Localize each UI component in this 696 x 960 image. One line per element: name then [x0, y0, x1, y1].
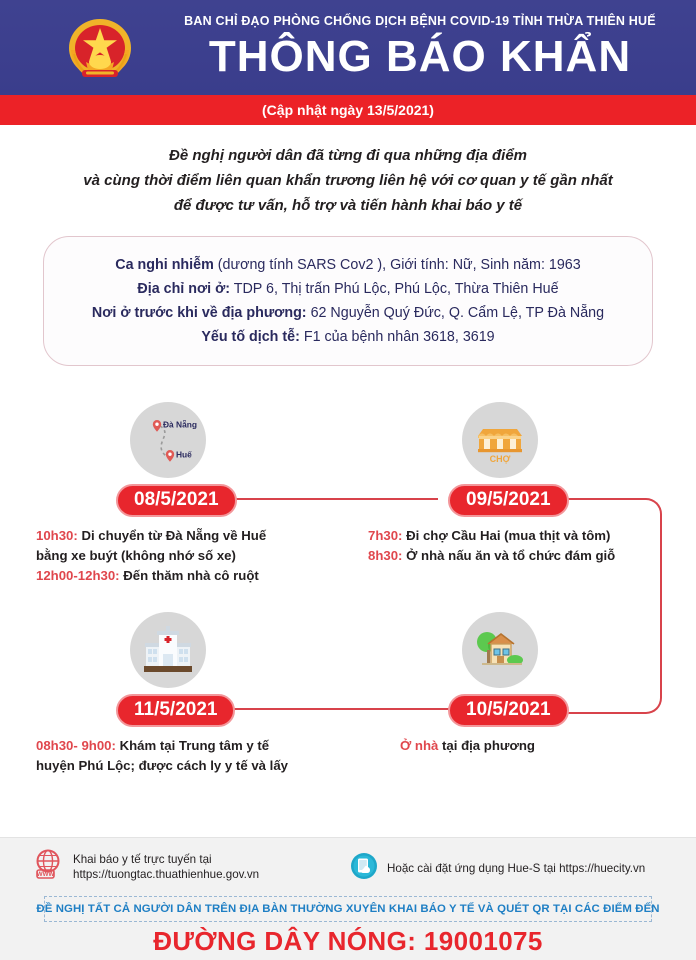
entry-time: 12h00-12h30: [36, 568, 120, 583]
entry-time: Ở nhà [400, 738, 439, 753]
svg-text:WWW: WWW [36, 871, 55, 879]
entry-text: bằng xe buýt (không nhớ số xe) [36, 548, 236, 563]
timeline-entry [36, 526, 356, 546]
date-badge-10-5-2021: 10/5/2021 [448, 694, 569, 727]
hue-s-app-link[interactable] [350, 852, 645, 885]
timeline-entries-09-5-2021 [368, 526, 688, 566]
health-declaration-text [73, 852, 259, 882]
map-route-icon [130, 402, 206, 478]
market-icon [462, 402, 538, 478]
timeline-entry [36, 756, 356, 776]
timeline-connector-top [228, 498, 438, 500]
case-info-line-1 [62, 253, 634, 277]
declaration-line-1: Khai báo y tế trực tuyến tại [73, 852, 212, 866]
case-info-value-3: 62 Nguyễn Quý Đức, Q. Cẩm Lệ, TP Đà Nẵng [310, 305, 605, 321]
footer [0, 837, 696, 960]
timeline-entry [368, 526, 688, 546]
timeline-entries-10-5-2021 [400, 736, 696, 756]
svg-text:Đà Nẵng: Đà Nẵng [163, 419, 197, 430]
case-info-value-1: (dương tính SARS Cov2 ), Giới tính: Nữ, Sinh năm: 1963 [217, 257, 581, 273]
intro-line-3: để được tư vấn, hỗ trợ và tiến hành khai báo y tế [173, 197, 523, 214]
case-info-card [43, 236, 653, 366]
entry-time: 10h30: [36, 528, 78, 543]
case-info-label-2: Địa chỉ nơi ở: [137, 281, 231, 297]
entry-text: Đến thăm nhà cô ruột [119, 568, 259, 583]
entry-text: Khám tại Trung tâm y tế [115, 738, 270, 753]
timeline-connector-bottom [228, 708, 456, 710]
timeline-entry [368, 546, 688, 566]
date-badge-08-5-2021: 08/5/2021 [116, 484, 237, 517]
timeline-entry [36, 566, 356, 586]
declaration-line-2: https://tuongtac.thuathienhue.gov.vn [73, 867, 260, 881]
hospital-icon [130, 612, 206, 688]
svg-text:Huế: Huế [176, 449, 192, 460]
update-date-bar [0, 95, 696, 125]
entry-text: huyện Phú Lộc; được cách ly y tế và lấy [36, 758, 288, 773]
timeline-entry [36, 546, 356, 566]
timeline-entries-11-5-2021 [36, 736, 356, 776]
intro-text [0, 143, 696, 218]
case-info-line-2 [62, 277, 634, 301]
timeline-entry [36, 736, 356, 756]
case-info-label-3: Nơi ở trước khi về địa phương: [91, 305, 307, 321]
entry-text: tại địa phương [438, 738, 535, 753]
mobile-app-icon [350, 852, 378, 885]
entry-text: Đi chợ Cầu Hai (mua thịt và tôm) [402, 528, 611, 543]
date-badge-09-5-2021: 09/5/2021 [448, 484, 569, 517]
intro-line-1: Đề nghị người dân đã từng đi qua những địa điểm [168, 147, 527, 164]
entry-time: 8h30: [368, 548, 403, 563]
case-info-value-4: F1 của bệnh nhân 3618, 3619 [303, 329, 495, 345]
qr-declaration-text: ĐỀ NGHỊ TẤT CẢ NGƯỜI DÂN TRÊN ĐỊA BÀN THƯỜNG XUYÊN KHAI BÁO Y TẾ VÀ QUÉT QR TẠI CÁC ĐIỂM ĐẾN [36, 903, 660, 915]
svg-text:CHỢ: CHỢ [489, 454, 511, 464]
organization-line: BAN CHỈ ĐẠO PHÒNG CHỐNG DỊCH BỆNH COVID-19 TỈNH THỪA THIÊN HUẾ [184, 14, 656, 28]
date-badge-11-5-2021: 11/5/2021 [116, 694, 235, 727]
footer-links-row [0, 838, 696, 890]
timeline-entry [400, 736, 696, 756]
case-info-value-2: TDP 6, Thị trấn Phú Lộc, Phú Lộc, Thừa Thiên Huế [233, 281, 559, 297]
entry-text: Ở nhà nấu ăn và tổ chức đám giỗ [402, 548, 616, 563]
qr-declaration-note [36, 896, 660, 922]
globe-www-icon [34, 848, 64, 885]
health-declaration-link[interactable] [34, 848, 259, 885]
case-info-label-1: Ca nghi nhiễm [115, 257, 214, 273]
entry-text: Di chuyển từ Đà Nẵng về Huế [77, 528, 267, 543]
intro-line-2: và cùng thời điểm liên quan khẩn trương liên hệ với cơ quan y tế gần nhất [83, 172, 613, 189]
house-tree-icon [462, 612, 538, 688]
hotline-text: ĐƯỜNG DÂY NÓNG: 19001075 [153, 926, 543, 956]
hue-s-app-text: Hoặc cài đặt ứng dụng Hue-S tại https://huecity.vn [387, 862, 646, 875]
timeline-entries-08-5-2021 [36, 526, 356, 586]
header-banner [0, 0, 696, 95]
case-info-line-4 [62, 325, 634, 349]
entry-time: 7h30: [368, 528, 403, 543]
page-title: THÔNG BÁO KHẨN [208, 32, 632, 81]
case-info-label-4: Yếu tố dịch tễ: [201, 329, 300, 345]
timeline [0, 384, 696, 804]
entry-time: 08h30- 9h00: [36, 738, 116, 753]
update-date-text: (Cập nhật ngày 13/5/2021) [262, 102, 434, 118]
vietnam-national-emblem-icon [62, 14, 138, 88]
case-info-line-3 [62, 301, 634, 325]
